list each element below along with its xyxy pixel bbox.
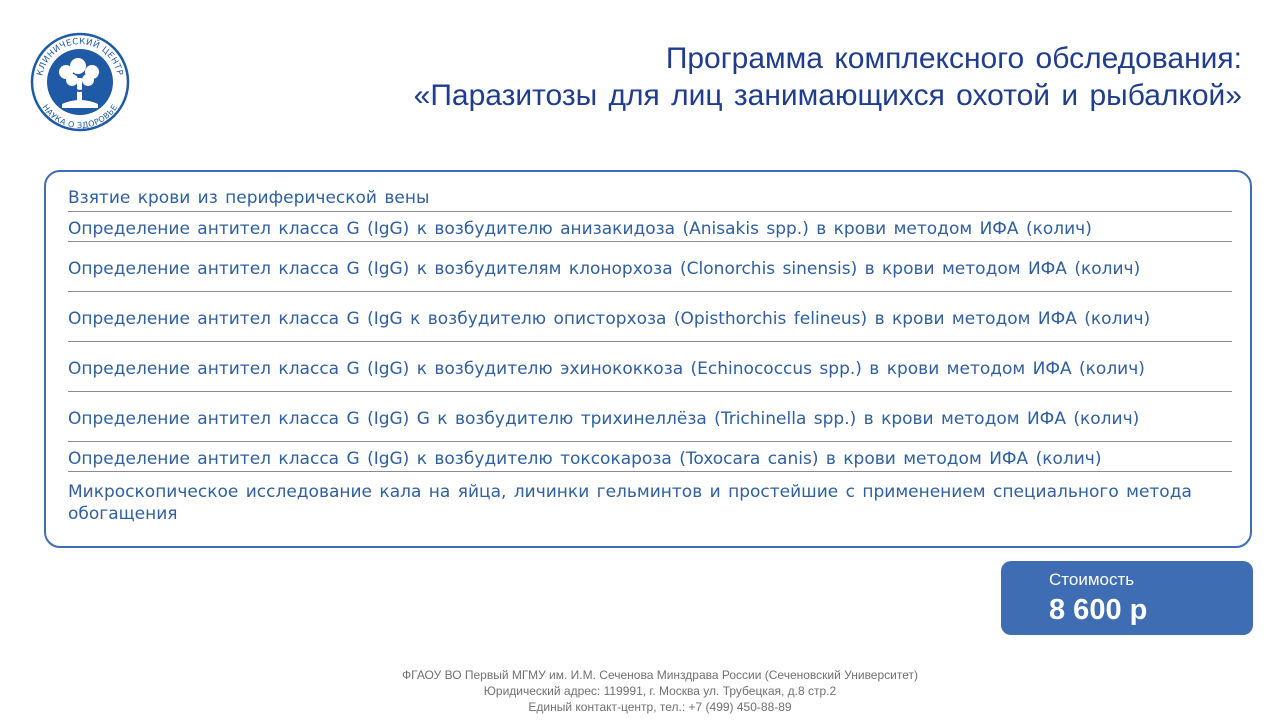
row-separator <box>68 211 1232 212</box>
row-separator <box>68 441 1232 442</box>
footer <box>0 667 1280 715</box>
service-item: Определение антител класса G (IgG) G к возбудителю трихинеллёза (Trichinella spp.) в крови методом ИФА (колич) <box>68 409 1140 429</box>
services-panel <box>44 170 1252 548</box>
row-separator <box>68 471 1232 472</box>
price-value: 8 600 р <box>1049 594 1148 626</box>
footer-contact: Единый контакт-центр, тел.: +7 (499) 450-88-89 <box>528 700 792 714</box>
title-line-1: Программа комплексного обследования: <box>665 42 1242 75</box>
price-label: Стоимость <box>1049 570 1135 589</box>
service-item: Определение антител класса G (IgG) к возбудителям клонорхоза (Clonorchis sinensis) в крови методом ИФА (колич) <box>68 259 1141 279</box>
title-line-2: «Паразитозы для лиц занимающихся охотой и рыбалкой» <box>413 79 1242 112</box>
clinic-logo <box>22 22 138 138</box>
row-separator <box>68 341 1232 342</box>
row-separator <box>68 391 1232 392</box>
page-title <box>342 40 1242 114</box>
service-item: Определение антител класса G (IgG к возбудителю описторхоза (Opisthorchis felineus) в крови методом ИФА (колич) <box>68 309 1151 329</box>
service-item: Определение антител класса G (IgG) к возбудителю токсокароза (Toxocara canis) в крови методом ИФА (колич) <box>68 449 1102 469</box>
service-item: Определение антител класса G (IgG) к возбудителю эхинококкоза (Echinococcus spp.) в крови методом ИФА (колич) <box>68 359 1145 379</box>
logo-bottom-text: НАУКА О ЗДОРОВЬЕ <box>40 102 120 131</box>
row-separator <box>68 241 1232 242</box>
footer-address: Юридический адрес: 119991, г. Москва ул. Трубецкая, д.8 стр.2 <box>483 684 837 698</box>
service-item: Взятие крови из периферической вены <box>68 188 430 208</box>
logo-top-text: КЛИНИЧЕСКИЙ ЦЕНТР <box>35 36 125 77</box>
footer-organization: ФГАОУ ВО Первый МГМУ им. И.М. Сеченова Минздрава России (Сеченовский Университет) <box>402 668 918 682</box>
service-item: Микроскопическое исследование кала на яйца, личинки гельминтов и простейшие с применением специального метода обогащения <box>68 482 1192 524</box>
price-box <box>1001 561 1253 635</box>
row-separator <box>68 291 1232 292</box>
service-item: Определение антител класса G (IgG) к возбудителю анизакидоза (Anisakis spp.) в крови методом ИФА (колич) <box>68 219 1092 239</box>
